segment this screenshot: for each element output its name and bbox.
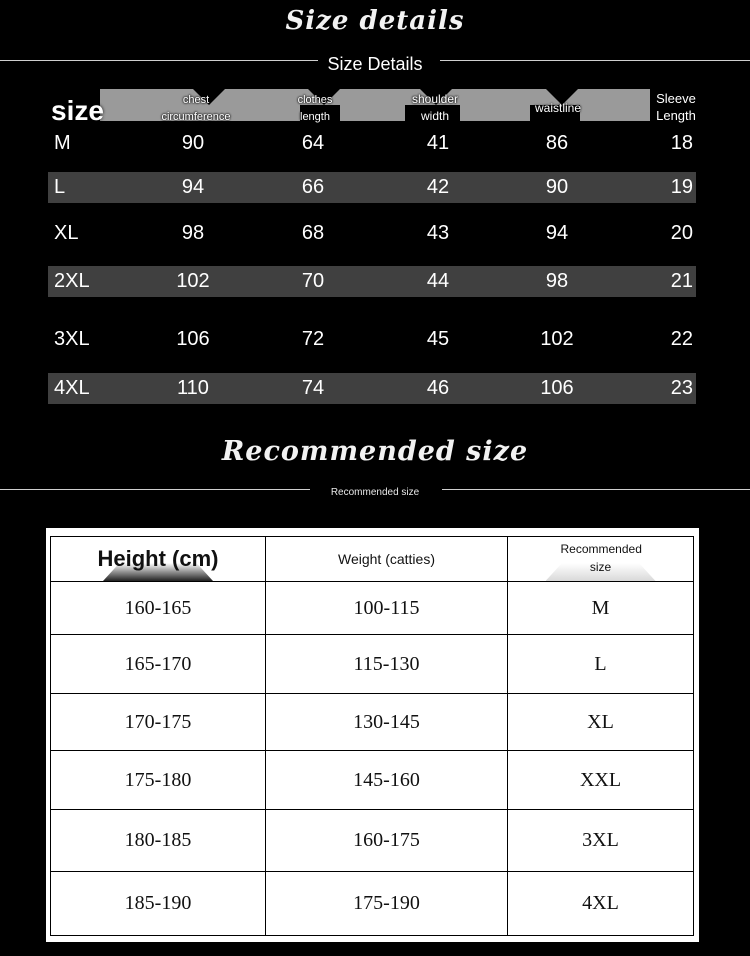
table-row [48,373,696,404]
size-details-subtitle: Size Details [327,54,423,74]
table-row [48,172,696,203]
weight-header: Weight (catties) [338,551,435,567]
length-cell: 72 [301,328,325,350]
table-row [51,582,694,635]
size-cell: 4XL [508,872,694,936]
clothes-length-header: clothes length [297,94,333,123]
table-row [48,324,696,355]
sleeve-cell: 22 [670,328,693,350]
weight-cell: 130-145 [266,694,508,751]
waist-cell: 86 [545,132,569,154]
size-cell: 2XL [54,270,90,292]
size-details-script-title: Size details [285,6,465,36]
sleeve-cell: 20 [670,222,693,244]
sleeve-cell: 18 [670,132,693,154]
size-cell: 4XL [54,377,90,399]
shoulder-cell: 44 [426,270,450,292]
height-cell: 175-180 [51,751,266,810]
height-cell: 185-190 [51,872,266,936]
sleeve-length-header: Sleeve Length [656,91,696,123]
waistline-header: waistline [534,101,582,115]
chest-cell: 106 [176,328,210,350]
shoulder-cell: 45 [426,328,450,350]
height-cell: 180-185 [51,810,266,872]
weight-cell: 100-115 [266,582,508,635]
table-row [51,694,694,751]
chest-cell: 98 [181,222,205,244]
waist-cell: 98 [545,270,569,292]
size-cell: M [508,582,694,635]
size-cell: XL [508,694,694,751]
sleeve-cell: 21 [670,270,693,292]
weight-cell: 145-160 [266,751,508,810]
sleeve-cell: 19 [670,176,693,198]
table-row [48,218,696,249]
shoulder-cell: 42 [426,176,450,198]
chest-cell: 90 [181,132,205,154]
length-cell: 66 [301,176,325,198]
shoulder-cell: 46 [426,377,450,399]
recommended-size-panel [46,528,699,942]
size-cell: XXL [508,751,694,810]
recommended-size-table [50,536,694,936]
length-cell: 74 [301,377,325,399]
weight-cell: 175-190 [266,872,508,936]
height-cell: 170-175 [51,694,266,751]
table-row [51,872,694,936]
table-row [51,751,694,810]
height-cell: 160-165 [51,582,266,635]
weight-header-cell [266,537,508,582]
chest-cell: 94 [181,176,205,198]
size-cell: L [54,176,66,198]
size-cell: L [508,635,694,694]
sleeve-cell: 23 [670,377,693,399]
table-row [51,635,694,694]
table-header-row [51,537,694,582]
shoulder-width-header: shoulder width [411,92,459,123]
waist-cell: 94 [545,222,569,244]
height-header: Height (cm) [97,546,219,571]
table-row [51,810,694,872]
size-cell: M [54,132,71,154]
length-cell: 70 [301,270,325,292]
size-column-header: size [51,95,104,126]
recommended-size-subtitle: Recommended size [330,487,420,498]
chest-cell: 110 [177,377,209,399]
height-header-cell [51,537,266,582]
length-cell: 64 [301,132,325,154]
chest-circumference-header: chest circumference [161,94,231,123]
weight-cell: 160-175 [266,810,508,872]
size-cell: XL [54,222,79,244]
table-row [48,128,696,159]
length-cell: 68 [301,222,325,244]
recommended-size-script-title: Recommended size [221,436,529,467]
shoulder-cell: 41 [426,132,450,154]
waist-cell: 102 [540,328,574,350]
waist-cell: 90 [545,176,569,198]
recommended-header-cell [508,537,694,582]
height-cell: 165-170 [51,635,266,694]
size-cell: 3XL [508,810,694,872]
recommended-header: Recommended size [560,542,642,574]
shoulder-cell: 43 [426,222,450,244]
weight-cell: 115-130 [266,635,508,694]
table-row [48,266,696,297]
size-cell: 3XL [54,328,90,350]
waist-cell: 106 [540,377,574,399]
chest-cell: 102 [176,270,210,292]
